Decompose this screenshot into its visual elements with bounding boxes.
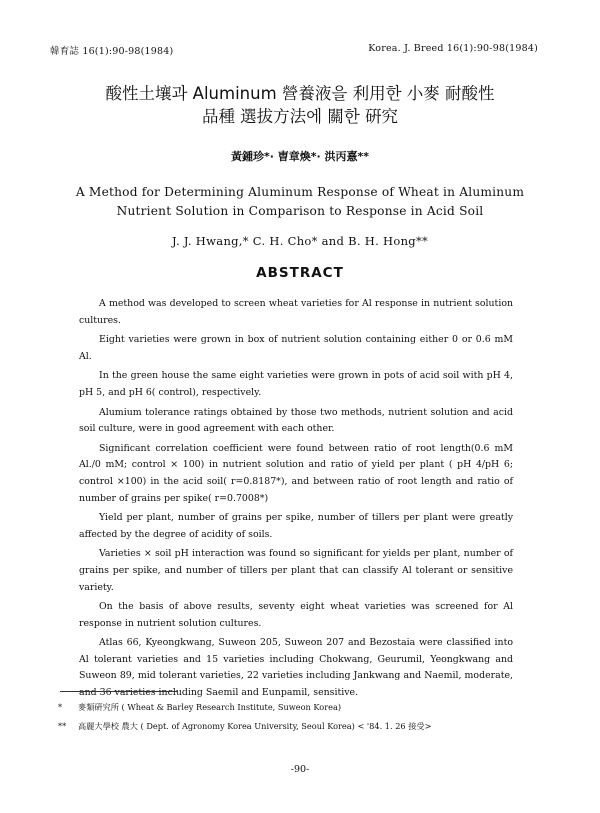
footnote-text: 麥類硏究所 ( Wheat & Barley Research Institute, Suweon Korea) bbox=[78, 702, 342, 712]
abstract-paragraph: In the green house the same eight varieties were grown in pots of acid soil with pH 4, pH 5, and pH 6( control), respectively. bbox=[79, 370, 513, 398]
korean-title bbox=[0, 82, 600, 128]
footnote-divider bbox=[60, 691, 178, 692]
abstract-paragraph: Yield per plant, number of grains per spike, number of tillers per plant were greatly affected by the degree of acidity of soils. bbox=[79, 512, 513, 540]
english-title-line-2: Nutrient Solution in Comparison to Response in Acid Soil bbox=[116, 204, 484, 218]
korean-title-line-2: 品種 選拔方法에 關한 硏究 bbox=[201, 107, 399, 126]
abstract-paragraph: Atlas 66, Kyeongkwang, Suweon 205, Suweon 207 and Bezostaia were classified into Al tolerant varieties and 15 varieties including Chokwang, Geurumil, Yeongkwang and Suweon 89, mid tolerant varieties, 22 varieties including Jankwang and Naemil, moderate, and 36 varieties including Saemil and Eunpamil, sensitive. bbox=[79, 637, 513, 699]
footnote-2 bbox=[58, 721, 538, 732]
abstract-body bbox=[79, 296, 513, 705]
footnote-mark: * bbox=[58, 702, 63, 712]
footnote-text: 高麗大學校 農大 ( Dept. of Agronomy Korea University, Seoul Korea) < '84. 1. 26 接受> bbox=[78, 721, 432, 731]
korean-title-line-1: 酸性土壤과 Aluminum 營養液을 利用한 小麥 耐酸性 bbox=[105, 84, 495, 103]
abstract-paragraph: Significant correlation coefficient were found between ratio of root length(0.6 mM Al./0 mM; control × 100) in nutrient solution and ratio of yield per plant ( pH 4/pH 6; control ×100) in the acid soil( r=0.8187*), and between ratio of root length and ratio of number of grains per spike( r=0.7008*) bbox=[79, 442, 513, 504]
abstract-paragraph: Varieties × soil pH interaction was found so significant for yields per plant, number of grains per spike, and number of tillers per plant that can classify Al tolerant or sensitive variety. bbox=[79, 548, 513, 593]
korean-authors: 黃鍾珍*· 曺章煥*· 洪丙憙** bbox=[230, 150, 370, 163]
footnote-mark: ** bbox=[58, 721, 67, 731]
english-title bbox=[0, 183, 600, 221]
abstract-paragraph: Eight varieties were grown in box of nutrient solution containing either 0 or 0.6 mM Al. bbox=[79, 334, 513, 362]
english-title-line-1: A Method for Determining Aluminum Response of Wheat in Aluminum bbox=[75, 185, 525, 199]
abstract-paragraph: A method was developed to screen wheat varieties for Al response in nutrient solution cultures. bbox=[79, 298, 513, 326]
abstract-paragraph: On the basis of above results, seventy eight wheat varieties was screened for Al response in nutrient solution cultures. bbox=[79, 601, 513, 629]
abstract-paragraph: Alumium tolerance ratings obtained by those two methods, nutrient solution and acid soil culture, were in good agreement with each other. bbox=[79, 406, 513, 435]
abstract-heading: ABSTRACT bbox=[256, 265, 344, 281]
page-number: -90- bbox=[290, 764, 310, 775]
journal-citation-right: Korea. J. Breed 16(1):90-98(1984) bbox=[368, 43, 538, 54]
journal-citation-left: 韓育誌 16(1):90-98(1984) bbox=[50, 46, 174, 57]
english-authors: J. J. Hwang,* C. H. Cho* and B. H. Hong** bbox=[171, 234, 429, 248]
footnote-1 bbox=[58, 702, 538, 713]
